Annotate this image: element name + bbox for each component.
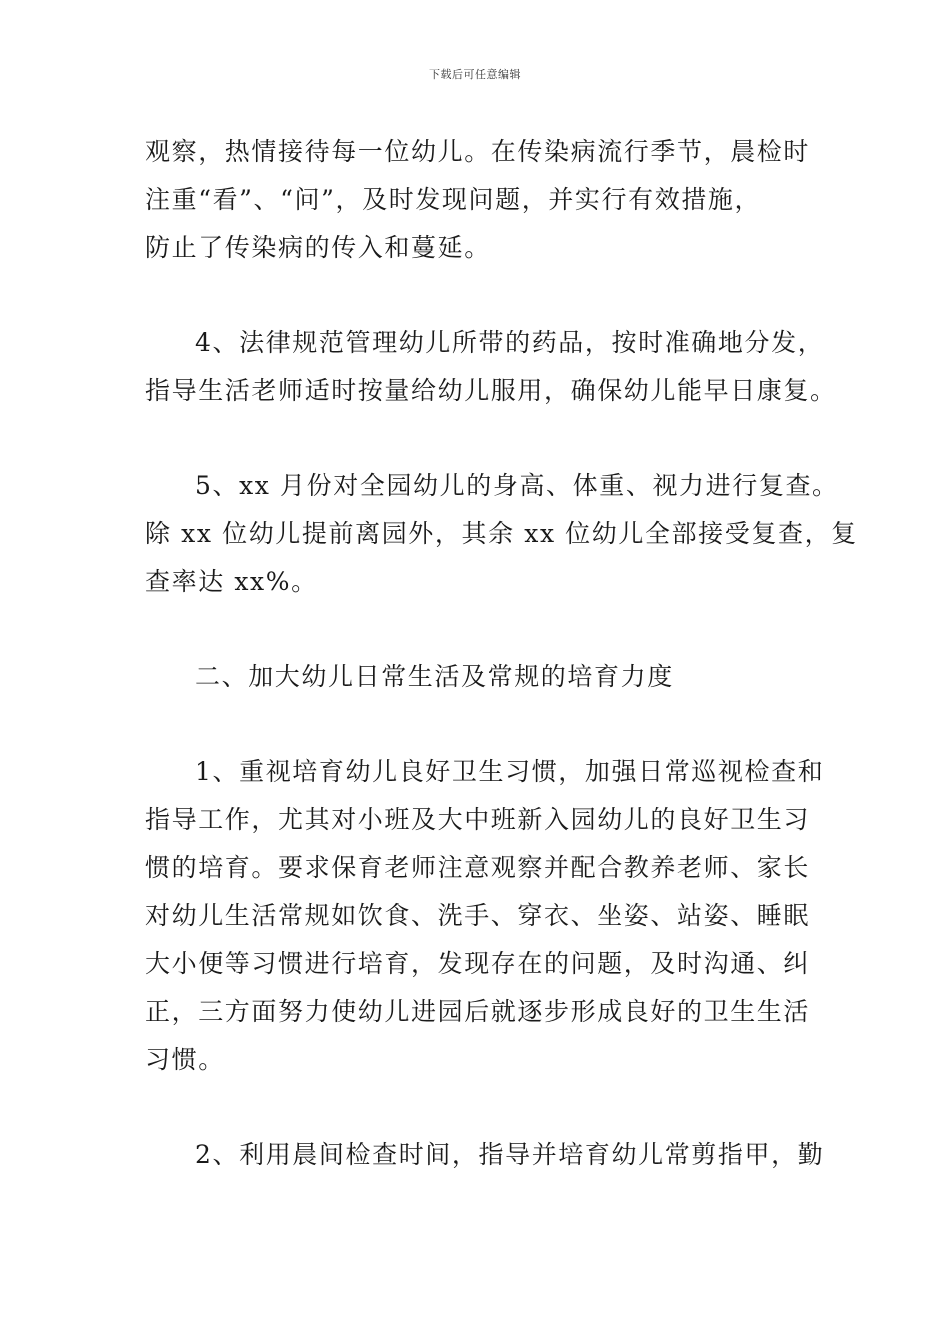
text-line: 除 xx 位幼儿提前离园外，其余 xx 位幼儿全部接受复查，复 xyxy=(145,519,858,548)
text-line: 对幼儿生活常规如饮食、洗手、穿衣、坐姿、站姿、睡眠 xyxy=(145,901,811,930)
text-line: 大小便等习惯进行培育，发现存在的问题，及时沟通、纠 xyxy=(145,949,811,978)
text-line: 观察，热情接待每一位幼儿。在传染病流行季节，晨检时 xyxy=(145,137,811,166)
paragraph-item-4-medicine xyxy=(145,319,837,415)
paragraph-item-5-recheck xyxy=(145,462,858,606)
page-header-note: 下载后可任意编辑 xyxy=(429,68,521,81)
text-line: 防止了传染病的传入和蔓延。 xyxy=(145,233,491,262)
section-heading-2 xyxy=(145,653,810,701)
text-line: 正，三方面努力使幼儿进园后就逐步形成良好的卫生生活 xyxy=(145,997,811,1026)
text-line: 指导生活老师适时按量给幼儿服用，确保幼儿能早日康复。 xyxy=(145,376,837,405)
text-line: 5、xx 月份对全园幼儿的身高、体重、视力进行复查。 xyxy=(195,471,839,500)
paragraph-morning-check xyxy=(145,128,810,272)
text-line: 惯的培育。要求保育老师注意观察并配合教养老师、家长 xyxy=(145,853,811,882)
text-line: 2、利用晨间检查时间，指导并培育幼儿常剪指甲，勤 xyxy=(195,1140,825,1169)
paragraph-item-2-nails xyxy=(145,1131,825,1179)
text-line: 1、重视培育幼儿良好卫生习惯，加强日常巡视检查和 xyxy=(195,757,825,786)
document-body xyxy=(145,128,858,1226)
text-line: 指导工作，尤其对小班及大中班新入园幼儿的良好卫生习 xyxy=(145,805,811,834)
text-line: 习惯。 xyxy=(145,1045,225,1074)
text-line: 注重“看”、“问”，及时发现问题，并实行有效措施， xyxy=(145,185,762,214)
section-heading-text: 二、加大幼儿日常生活及常规的培育力度 xyxy=(195,662,674,691)
paragraph-item-1-hygiene xyxy=(145,748,825,1084)
text-line: 4、法律规范管理幼儿所带的药品，按时准确地分发， xyxy=(195,328,825,357)
text-line: 查率达 xx%。 xyxy=(145,567,318,596)
